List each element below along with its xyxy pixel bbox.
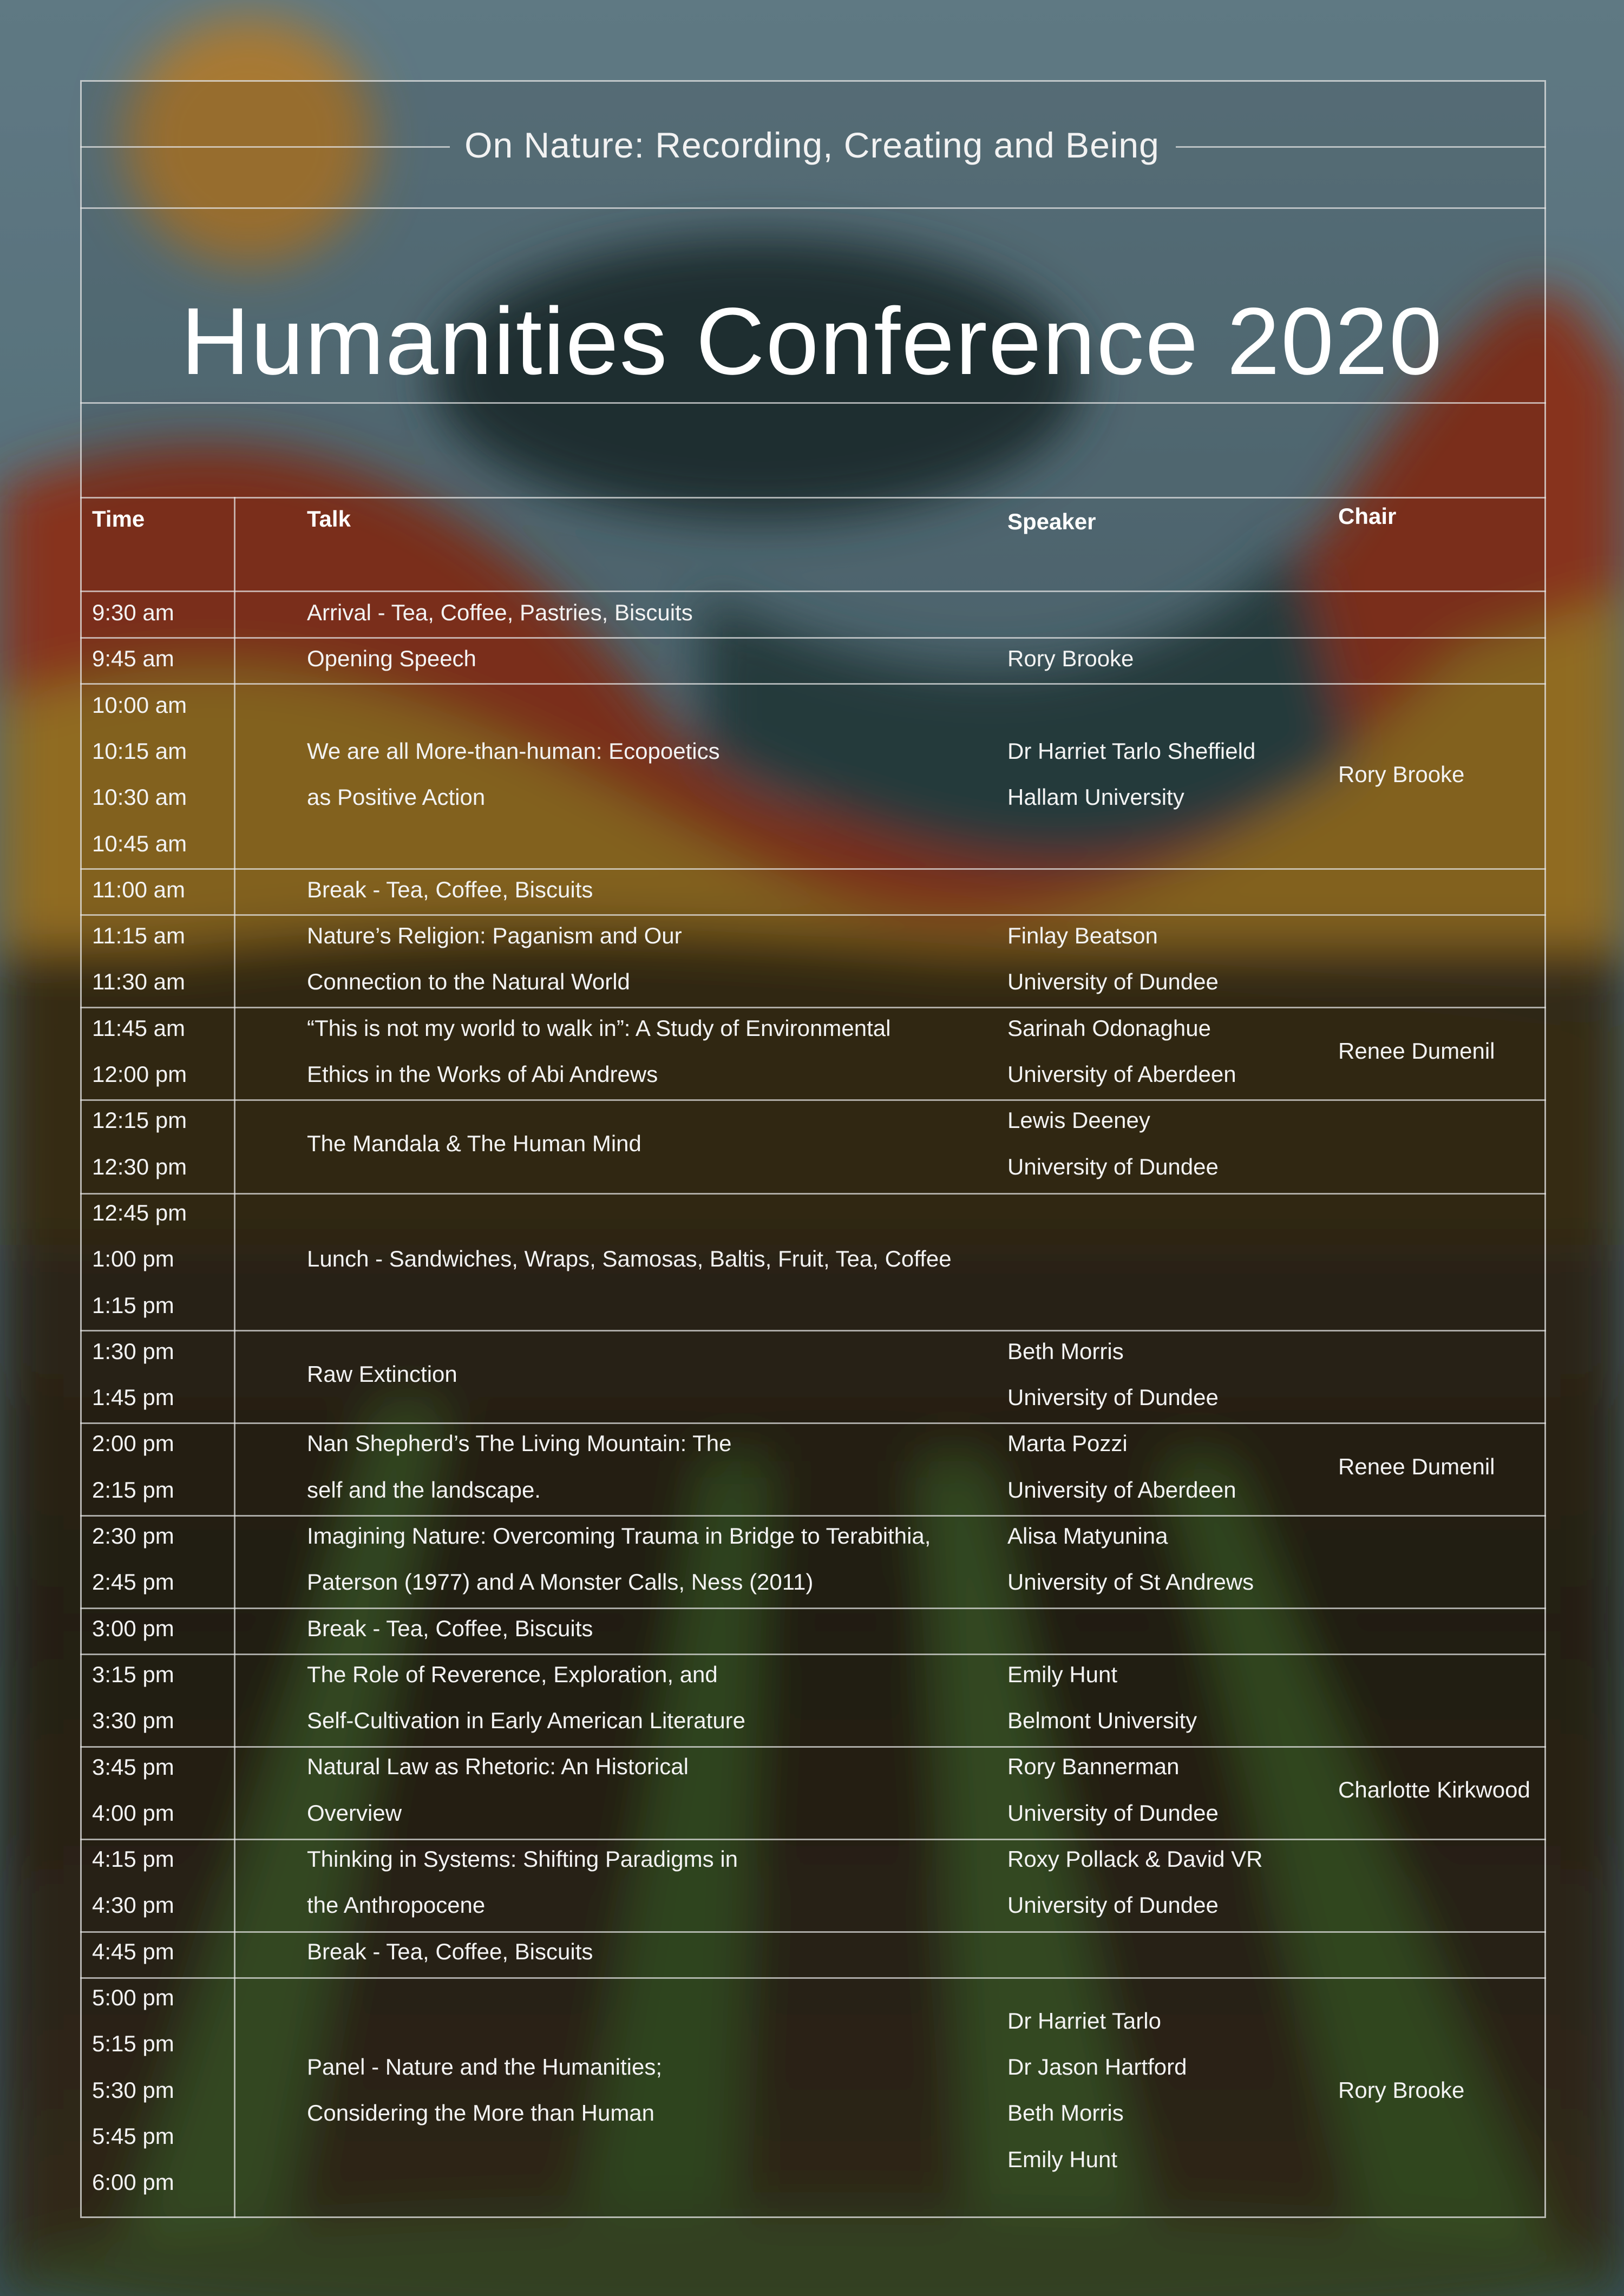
speaker-line: Marta Pozzi xyxy=(1007,1431,1128,1456)
talk-title-line: Self-Cultivation in Early American Literature xyxy=(307,1708,746,1733)
talk-title-line: as Positive Action xyxy=(307,784,486,810)
session-divider xyxy=(80,591,1546,592)
talk-title-line: Arrival - Tea, Coffee, Pastries, Biscuits xyxy=(307,600,693,625)
time-slot: 12:00 pm xyxy=(92,1061,187,1087)
schedule-frame xyxy=(80,80,1546,2218)
time-slot: 11:15 am xyxy=(92,923,185,948)
speaker-line: University of Dundee xyxy=(1007,1385,1219,1410)
speaker-line: Hallam University xyxy=(1007,784,1184,810)
talk-title-line: “This is not my world to walk in”: A Study of Environmental xyxy=(307,1015,891,1041)
session-divider xyxy=(80,1193,1546,1195)
talk-title-line: the Anthropocene xyxy=(307,1892,486,1918)
column-header-talk: Talk xyxy=(307,506,351,532)
speaker-line: University of Dundee xyxy=(1007,1800,1219,1826)
speaker-line: University of St Andrews xyxy=(1007,1569,1254,1595)
talk-title-line: Ethics in the Works of Abi Andrews xyxy=(307,1061,658,1087)
talk-title-line: Lunch - Sandwiches, Wraps, Samosas, Baltis, Fruit, Tea, Coffee xyxy=(307,1246,952,1271)
speaker-line: Dr Jason Hartford xyxy=(1007,2054,1187,2079)
time-slot: 2:00 pm xyxy=(92,1431,174,1456)
time-slot: 11:45 am xyxy=(92,1015,185,1041)
time-slot: 2:30 pm xyxy=(92,1523,174,1549)
time-slot: 2:15 pm xyxy=(92,1477,174,1503)
time-slot: 11:30 am xyxy=(92,969,185,994)
time-slot: 4:00 pm xyxy=(92,1800,174,1826)
chair-name: Charlotte Kirkwood xyxy=(1338,1777,1530,1802)
session-divider xyxy=(80,1330,1546,1331)
speaker-line: Belmont University xyxy=(1007,1708,1197,1733)
session-divider xyxy=(80,1931,1546,1933)
talk-title-line: Break - Tea, Coffee, Biscuits xyxy=(307,1616,593,1641)
column-header-speaker: Speaker xyxy=(1007,509,1096,534)
speaker-line: University of Dundee xyxy=(1007,1154,1219,1179)
speaker-line: University of Dundee xyxy=(1007,1892,1219,1918)
talk-title-line: Opening Speech xyxy=(307,646,476,671)
time-slot: 4:15 pm xyxy=(92,1846,174,1872)
time-slot: 3:15 pm xyxy=(92,1662,174,1687)
title-bottom-rule xyxy=(80,402,1546,404)
talk-title-line: Nature’s Religion: Paganism and Our xyxy=(307,923,682,948)
time-slot: 12:30 pm xyxy=(92,1154,187,1179)
talk-title-line: The Mandala & The Human Mind xyxy=(307,1131,641,1156)
time-slot: 12:45 pm xyxy=(92,1200,187,1225)
talk-title-line: self and the landscape. xyxy=(307,1477,541,1503)
session-divider xyxy=(80,1746,1546,1748)
time-slot: 12:15 pm xyxy=(92,1107,187,1133)
conference-subtitle: On Nature: Recording, Creating and Being xyxy=(464,125,1160,165)
talk-title-line: Connection to the Natural World xyxy=(307,969,630,994)
talk-title-line: The Role of Reverence, Exploration, and xyxy=(307,1662,718,1687)
speaker-line: Beth Morris xyxy=(1007,1339,1124,1364)
speaker-line: Dr Harriet Tarlo xyxy=(1007,2008,1161,2033)
header-top-rule xyxy=(80,207,1546,209)
talk-title-line: Natural Law as Rhetoric: An Historical xyxy=(307,1754,689,1779)
speaker-line: University of Aberdeen xyxy=(1007,1061,1236,1087)
time-slot: 5:45 pm xyxy=(92,2123,174,2149)
talk-title-line: Paterson (1977) and A Monster Calls, Ness (2011) xyxy=(307,1569,814,1595)
time-slot: 10:45 am xyxy=(92,831,187,856)
session-divider xyxy=(80,1422,1546,1424)
time-slot: 1:00 pm xyxy=(92,1246,174,1271)
talk-title-line: Raw Extinction xyxy=(307,1361,457,1387)
talk-title-line: Overview xyxy=(307,1800,402,1826)
speaker-line: Alisa Matyunina xyxy=(1007,1523,1168,1549)
time-slot: 4:30 pm xyxy=(92,1892,174,1918)
speaker-line: Dr Harriet Tarlo Sheffield xyxy=(1007,738,1256,764)
speaker-line: Rory Bannerman xyxy=(1007,1754,1180,1779)
table-top-rule xyxy=(80,497,1546,498)
speaker-line: Lewis Deeney xyxy=(1007,1107,1150,1133)
talk-title-line: Break - Tea, Coffee, Biscuits xyxy=(307,877,593,902)
session-divider xyxy=(80,683,1546,685)
session-divider xyxy=(80,914,1546,916)
talk-title-line: Imagining Nature: Overcoming Trauma in Bridge to Terabithia, xyxy=(307,1523,931,1549)
speaker-line: Emily Hunt xyxy=(1007,1662,1118,1687)
time-slot: 6:00 pm xyxy=(92,2169,174,2195)
time-slot: 3:30 pm xyxy=(92,1708,174,1733)
time-slot: 1:45 pm xyxy=(92,1385,174,1410)
time-slot: 9:45 am xyxy=(92,646,174,671)
session-divider xyxy=(80,637,1546,639)
time-slot: 5:30 pm xyxy=(92,2077,174,2103)
session-divider xyxy=(80,1654,1546,1655)
speaker-line: Sarinah Odonaghue xyxy=(1007,1015,1211,1041)
session-divider xyxy=(80,1839,1546,1840)
talk-title-line: Panel - Nature and the Humanities; xyxy=(307,2054,663,2079)
session-divider xyxy=(80,1007,1546,1008)
time-slot: 10:15 am xyxy=(92,738,187,764)
talk-title-line: Nan Shepherd’s The Living Mountain: The xyxy=(307,1431,732,1456)
session-divider xyxy=(80,1099,1546,1101)
talk-title-line: We are all More-than-human: Ecopoetics xyxy=(307,738,720,764)
time-slot: 1:15 pm xyxy=(92,1293,174,1318)
chair-name: Renee Dumenil xyxy=(1338,1038,1495,1064)
speaker-line: Roxy Pollack & David VR xyxy=(1007,1846,1263,1872)
column-header-time: Time xyxy=(92,506,145,532)
talk-title-line: Considering the More than Human xyxy=(307,2100,655,2126)
time-slot: 2:45 pm xyxy=(92,1569,174,1595)
time-slot: 3:00 pm xyxy=(92,1616,174,1641)
time-column-divider xyxy=(234,497,235,2218)
speaker-line: University of Aberdeen xyxy=(1007,1477,1236,1503)
speaker-line: University of Dundee xyxy=(1007,969,1219,994)
conference-title: Humanities Conference 2020 xyxy=(181,288,1443,395)
talk-title-line: Thinking in Systems: Shifting Paradigms in xyxy=(307,1846,738,1872)
session-divider xyxy=(80,1515,1546,1517)
session-divider xyxy=(80,868,1546,870)
time-slot: 9:30 am xyxy=(92,600,174,625)
chair-name: Rory Brooke xyxy=(1338,762,1465,787)
chair-name: Renee Dumenil xyxy=(1338,1454,1495,1479)
time-slot: 10:30 am xyxy=(92,784,187,810)
time-slot: 5:15 pm xyxy=(92,2031,174,2056)
session-divider xyxy=(80,1608,1546,1609)
time-slot: 3:45 pm xyxy=(92,1754,174,1780)
speaker-line: Beth Morris xyxy=(1007,2100,1124,2126)
speaker-line: Emily Hunt xyxy=(1007,2147,1118,2172)
time-slot: 1:30 pm xyxy=(92,1339,174,1364)
session-divider xyxy=(80,1977,1546,1979)
time-slot: 11:00 am xyxy=(92,877,185,902)
time-slot: 4:45 pm xyxy=(92,1939,174,1964)
speaker-line: Finlay Beatson xyxy=(1007,923,1158,948)
time-slot: 5:00 pm xyxy=(92,1985,174,2010)
chair-name: Rory Brooke xyxy=(1338,2077,1465,2103)
talk-title-line: Break - Tea, Coffee, Biscuits xyxy=(307,1939,593,1964)
speaker-line: Rory Brooke xyxy=(1007,646,1134,671)
time-slot: 10:00 am xyxy=(92,692,187,718)
column-header-chair: Chair xyxy=(1338,503,1397,529)
